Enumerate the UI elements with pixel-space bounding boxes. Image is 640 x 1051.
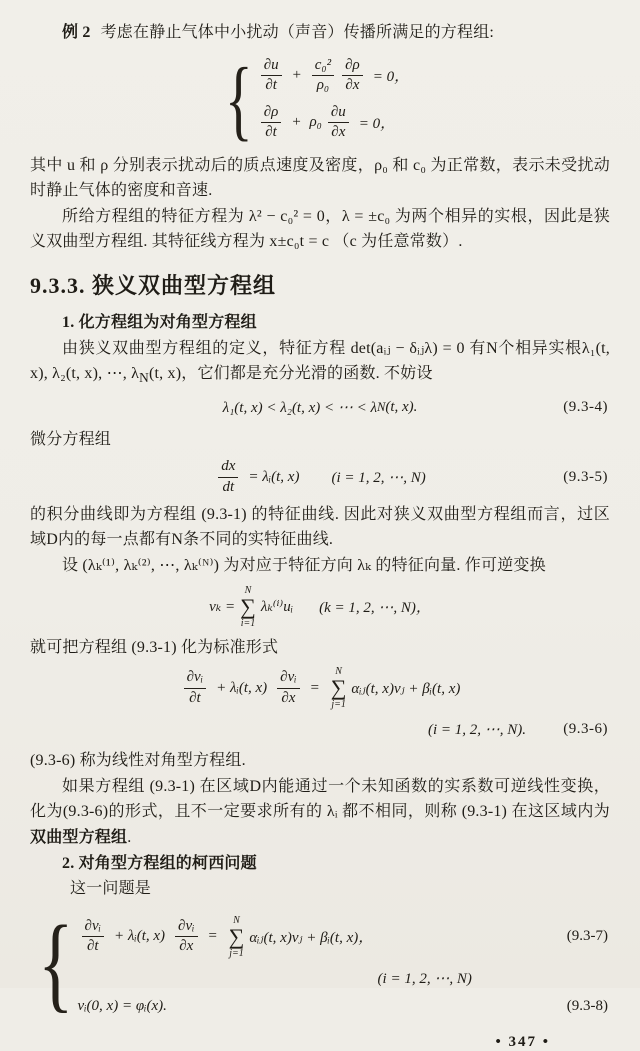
- sum-lower-limit: i=1: [240, 617, 256, 629]
- numerator: ∂vᵢ: [184, 669, 206, 688]
- eq36-rhs: αᵢⱼ(t, x)vⱼ + βᵢ(t, x): [351, 680, 461, 697]
- eq36-lambda-term: + λᵢ(t, x): [216, 679, 268, 696]
- fraction: [277, 669, 299, 707]
- section-heading: 9.3.3. 狭义双曲型方程组: [30, 272, 277, 298]
- eq35-condition: (i = 1, 2, ⋯, N): [331, 469, 426, 486]
- sound-eq-line2: [257, 104, 401, 142]
- example-label: 例 2: [62, 24, 91, 41]
- hyper-bold-term: 双曲型方程组: [30, 828, 128, 846]
- sigma-symbol: ∑: [330, 675, 347, 701]
- denominator: ∂x: [281, 689, 296, 706]
- initial-condition: vᵢ(0, x) = φᵢ(x).: [77, 997, 167, 1014]
- def-text-2: (t, x)，它们都是充分光滑的函数. 不妨设: [148, 365, 433, 383]
- fraction: [261, 104, 282, 142]
- fraction: [261, 57, 282, 95]
- equals-sign: =: [207, 928, 218, 945]
- equation-number: (9.3-6): [563, 720, 608, 737]
- summation: [229, 915, 245, 959]
- page-number: • 347 •: [495, 1033, 550, 1050]
- fraction: [218, 458, 238, 496]
- paragraph-variables: 其中 u 和 ρ 分别表示扰动后的质点速度及密度，ρ₀ 和 c₀ 为正常数，表示未受扰动时静止气体的密度和音速.: [30, 156, 610, 200]
- paragraph-ode-intro: 微分方程组: [30, 430, 112, 448]
- numerator: ∂vᵢ: [82, 918, 104, 937]
- numerator: c₀²: [312, 57, 334, 76]
- left-brace: {: [38, 904, 74, 1024]
- fraction: [175, 918, 197, 956]
- cauchy-condition: (i = 1, 2, ⋯, N): [377, 970, 472, 987]
- fraction: [312, 57, 334, 95]
- cauchy-condition-line: [78, 969, 610, 988]
- example-paragraph: [30, 20, 610, 46]
- fraction: [82, 918, 104, 956]
- summation: [240, 585, 256, 629]
- equation-9-3-6-line2: [30, 716, 610, 742]
- lambda-term: + λᵢ(t, x): [113, 928, 166, 945]
- plus-operator: +: [291, 66, 302, 83]
- numerator: ∂ρ: [342, 57, 363, 76]
- subheading-2: 2. 对角型方程组的柯西问题: [62, 854, 257, 872]
- equation-9-3-5: [30, 458, 610, 496]
- paragraph-definition: [30, 336, 610, 389]
- sum-lower-limit: j=1: [229, 947, 244, 959]
- sum-upper-limit: N: [335, 666, 342, 678]
- fraction: [184, 669, 206, 707]
- paragraph-characteristic: 所给方程组的特征方程为 λ² − c₀² = 0，λ = ±c₀ 为两个相异的实根，因此是狭义双曲型方程组. 其特征线方程为 x±c₀t = c （c 为任意常数）.: [30, 207, 610, 251]
- paragraph-standard-form: 就可把方程组 (9.3-1) 化为标准形式: [30, 638, 279, 656]
- denominator: dt: [222, 478, 235, 495]
- equation-number: (9.3-4): [563, 399, 608, 416]
- cauchy-system: [38, 904, 610, 1024]
- equals-sign: =: [309, 679, 320, 696]
- fraction: [328, 104, 349, 142]
- sum-upper-limit: N: [244, 584, 252, 596]
- cauchy-lines: [78, 910, 610, 1020]
- paragraph-integral-curves: 的积分曲线即为方程组 (9.3-1) 的特征曲线. 因此对狭义双曲型方程组而言，过区域D内的每一点都有N条不同的实特征曲线.: [30, 505, 610, 549]
- def-text-1: 由狭义双曲型方程组的定义，特征方程 det(aᵢⱼ − δᵢⱼλ) = 0 有N个相异实根λ₁(t, x), λ₂(t, x), ⋯, λ: [30, 339, 610, 383]
- lambda-sub-N: N: [377, 400, 386, 415]
- equation-9-3-4: [30, 395, 610, 421]
- eq35-middle: = λᵢ(t, x): [248, 468, 300, 485]
- eq34-text-1: λ₁(t, x) < λ₂(t, x) < ⋯ < λ: [222, 400, 377, 417]
- numerator: dx: [218, 458, 238, 477]
- fraction: [342, 57, 363, 95]
- denominator: ∂t: [189, 689, 201, 706]
- hyper-text-2: .: [127, 828, 132, 846]
- denominator: ∂t: [86, 938, 99, 955]
- sigma-symbol: ∑: [228, 923, 245, 949]
- sound-system-wrap: [224, 48, 415, 150]
- numerator: ∂vᵢ: [175, 918, 197, 937]
- paragraph-hyperbolic-def: [30, 774, 610, 851]
- eq36-condition: (i = 1, 2, ⋯, N).: [427, 721, 526, 738]
- vk-lhs: vₖ =: [209, 599, 236, 616]
- sum-upper-limit: N: [233, 914, 240, 926]
- equation-vk-transform: [30, 585, 610, 629]
- coefficient: ρ₀: [309, 114, 322, 131]
- lambda-sub-N: N: [139, 370, 149, 386]
- vk-condition: (k = 1, 2, ⋯, N)，: [319, 600, 431, 617]
- vk-body: λₖ⁽ⁱ⁾uᵢ: [260, 599, 294, 616]
- sound-system-lines: [257, 52, 415, 147]
- numerator: ∂u: [328, 104, 349, 123]
- equation-9-3-6-line1: [30, 666, 610, 710]
- sum-lower-limit: j=1: [331, 699, 346, 711]
- equals-zero: = 0，: [372, 68, 410, 85]
- equals-zero: = 0，: [358, 116, 396, 133]
- example-text: 考虑在静止气体中小扰动（声音）传播所满足的方程组:: [100, 24, 495, 41]
- hyper-text-1: 如果方程组 (9.3-1) 在区域D内能通过一个未知函数的实系数可逆线性变换，化为(9.3-6)的形式，且不一定要求所有的 λᵢ 都不相同，则称 (9.3-1) 在这区域内为: [30, 777, 610, 821]
- denominator: ρ₀: [316, 76, 330, 93]
- subheading-1: 1. 化方程组为对角型方程组: [62, 313, 257, 331]
- equation-number: (9.3-7): [566, 928, 608, 945]
- equation-sound-system: [30, 48, 610, 150]
- numerator: ∂vᵢ: [277, 669, 299, 688]
- denominator: ∂t: [265, 76, 277, 93]
- equation-9-3-8: [78, 998, 610, 1015]
- denominator: ∂x: [331, 124, 346, 141]
- sound-eq-line1: [257, 57, 415, 95]
- equation-9-3-7: [78, 915, 610, 959]
- denominator: ∂t: [265, 124, 277, 141]
- plus-operator: +: [291, 114, 302, 131]
- left-brace: {: [224, 48, 253, 150]
- paragraph-diagonal-name: (9.3-6) 称为线性对角型方程组.: [30, 752, 246, 770]
- numerator: ∂u: [261, 57, 282, 76]
- paragraph-eigenvector: 设 (λₖ⁽¹⁾, λₖ⁽²⁾, ⋯, λₖ⁽ᴺ⁾) 为对应于特征方向 λₖ 的特征向量. 作可逆变换: [62, 556, 546, 574]
- cauchy-rhs: αᵢⱼ(t, x)vⱼ + βᵢ(t, x)，: [249, 930, 374, 947]
- denominator: ∂x: [345, 76, 360, 93]
- denominator: ∂x: [179, 938, 194, 955]
- summation: [331, 666, 347, 710]
- page-footer: [30, 1034, 610, 1051]
- sigma-symbol: ∑: [240, 593, 256, 619]
- eq34-text-2: (t, x).: [385, 399, 418, 416]
- equation-number: (9.3-5): [563, 468, 608, 485]
- paragraph-cauchy-intro: 这一问题是: [70, 880, 152, 898]
- numerator: ∂ρ: [261, 104, 282, 123]
- equation-number: (9.3-8): [566, 997, 608, 1014]
